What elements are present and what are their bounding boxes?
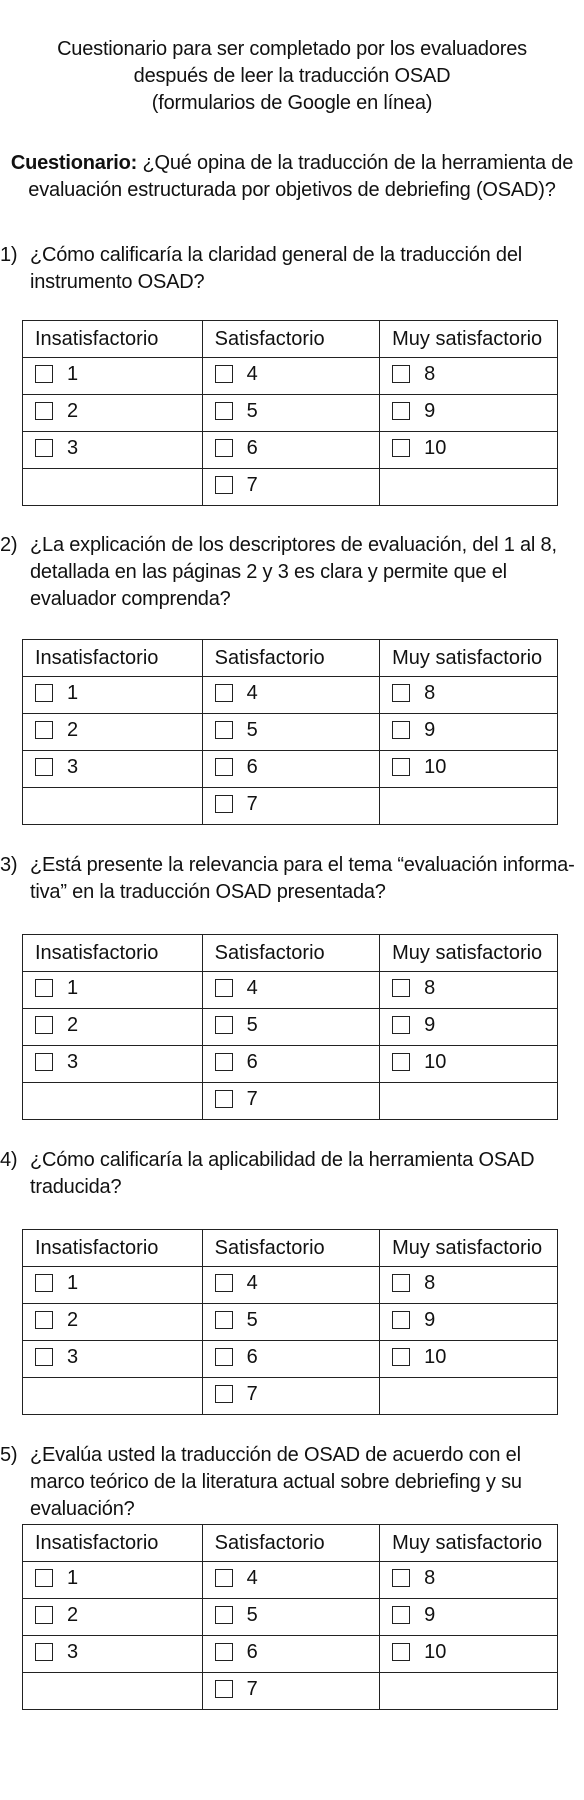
option-cell (202, 358, 380, 395)
option-label: 2 (67, 718, 79, 741)
checkbox[interactable] (215, 402, 233, 420)
option-label: 1 (67, 362, 79, 385)
rating-option[interactable] (215, 756, 258, 779)
column-header: Insatisfactorio (23, 321, 203, 358)
table-row (23, 1599, 558, 1636)
table-header-row (23, 640, 558, 677)
option-label: 9 (424, 1603, 436, 1626)
option-cell (23, 1267, 203, 1304)
rating-option[interactable] (215, 1309, 258, 1332)
checkbox[interactable] (392, 1569, 410, 1587)
rating-option[interactable] (392, 1604, 435, 1627)
checkbox[interactable] (35, 758, 53, 776)
rating-option[interactable] (215, 1051, 258, 1074)
option-cell (23, 432, 203, 469)
rating-option[interactable] (215, 1604, 258, 1627)
question-number: 1) (0, 244, 18, 266)
option-cell (380, 432, 558, 469)
column-header: Insatisfactorio (23, 640, 203, 677)
option-cell (380, 1636, 558, 1673)
checkbox[interactable] (215, 1311, 233, 1329)
rating-option[interactable] (392, 1309, 435, 1332)
checkbox[interactable] (35, 684, 53, 702)
table-row (23, 1304, 558, 1341)
checkbox[interactable] (215, 1274, 233, 1292)
option-label: 8 (424, 1566, 436, 1589)
option-cell (23, 358, 203, 395)
checkbox[interactable] (392, 758, 410, 776)
checkbox[interactable] (35, 439, 53, 457)
checkbox[interactable] (215, 795, 233, 813)
table-header-row (23, 935, 558, 972)
question-3 (0, 852, 584, 906)
table-row (23, 714, 558, 751)
question-1 (0, 242, 584, 296)
empty-cell (380, 469, 558, 506)
checkbox[interactable] (215, 1090, 233, 1108)
rating-option[interactable] (35, 719, 78, 742)
rating-option[interactable] (35, 1346, 78, 1369)
option-label: 6 (246, 755, 258, 778)
rating-table-4 (22, 1229, 558, 1415)
rating-option[interactable] (215, 793, 258, 816)
option-cell (202, 1009, 380, 1046)
option-cell (202, 1083, 380, 1120)
question-text: ¿La explicación de los descriptores de evaluación, del 1 al 8, detallada en las páginas 2 y 3 es clara y permite que el evaluador comprenda? (30, 534, 557, 610)
rating-option[interactable] (215, 1567, 258, 1590)
checkbox[interactable] (35, 365, 53, 383)
rating-option[interactable] (392, 1641, 446, 1664)
option-cell (202, 469, 380, 506)
checkbox[interactable] (215, 1569, 233, 1587)
option-label: 7 (246, 1382, 258, 1405)
rating-option[interactable] (215, 400, 258, 423)
column-header: Muy satisfactorio (380, 321, 558, 358)
option-cell (380, 1009, 558, 1046)
option-label: 5 (246, 399, 258, 422)
option-label: 10 (424, 1345, 447, 1368)
rating-option[interactable] (215, 682, 258, 705)
rating-option[interactable] (215, 719, 258, 742)
checkbox[interactable] (392, 1348, 410, 1366)
option-label: 10 (424, 1050, 447, 1073)
table-row (23, 1673, 558, 1710)
checkbox[interactable] (392, 1311, 410, 1329)
table-header-row (23, 321, 558, 358)
checkbox[interactable] (215, 439, 233, 457)
checkbox[interactable] (35, 1606, 53, 1624)
header-line-2: después de leer la traducción OSAD (133, 65, 451, 87)
question-4 (0, 1147, 584, 1201)
option-cell (23, 1304, 203, 1341)
table-row (23, 972, 558, 1009)
table-row (23, 1083, 558, 1120)
option-cell (380, 1046, 558, 1083)
table-header-row (23, 1230, 558, 1267)
empty-cell (380, 788, 558, 825)
option-label: 9 (424, 1308, 436, 1331)
rating-option[interactable] (215, 474, 258, 497)
table-row (23, 751, 558, 788)
option-cell (380, 395, 558, 432)
rating-option[interactable] (392, 1014, 435, 1037)
rating-option[interactable] (35, 1309, 78, 1332)
question-number: 4) (0, 1149, 18, 1171)
option-label: 5 (246, 1603, 258, 1626)
rating-table-1 (22, 320, 558, 506)
rating-option[interactable] (392, 1567, 435, 1590)
table-row (23, 1636, 558, 1673)
option-label: 8 (424, 976, 436, 999)
option-cell (23, 1636, 203, 1673)
rating-option[interactable] (215, 363, 258, 386)
question-number: 2) (0, 534, 18, 556)
column-header: Satisfactorio (202, 321, 380, 358)
rating-option[interactable] (215, 1383, 258, 1406)
checkbox[interactable] (392, 684, 410, 702)
option-cell (23, 1562, 203, 1599)
rating-option[interactable] (215, 977, 258, 1000)
table-row (23, 1267, 558, 1304)
intro-text-2: evaluación estructurada por objetivos de debriefing (OSAD)? (28, 179, 556, 201)
intro-text-1: ¿Qué opina de la traducción de la herramienta de (142, 152, 574, 174)
question-text: ¿Está presente la relevancia para el tema “evaluación informa-tiva” en la traducción OSAD presentada? (30, 854, 575, 903)
option-label: 6 (246, 1345, 258, 1368)
option-cell (380, 751, 558, 788)
checkbox[interactable] (392, 402, 410, 420)
option-label: 9 (424, 1013, 436, 1036)
table-row (23, 432, 558, 469)
option-label: 2 (67, 1603, 79, 1626)
option-label: 8 (424, 681, 436, 704)
option-label: 10 (424, 755, 447, 778)
empty-cell (23, 1378, 203, 1415)
rating-option[interactable] (392, 1272, 435, 1295)
empty-cell (23, 469, 203, 506)
checkbox[interactable] (215, 1643, 233, 1661)
questionnaire-intro (0, 150, 584, 204)
rating-option[interactable] (35, 437, 78, 460)
checkbox[interactable] (215, 476, 233, 494)
question-number: 5) (0, 1444, 18, 1466)
checkbox[interactable] (392, 1606, 410, 1624)
empty-cell (23, 1083, 203, 1120)
option-cell (202, 714, 380, 751)
checkbox[interactable] (392, 979, 410, 997)
rating-option[interactable] (392, 363, 435, 386)
checkbox[interactable] (392, 1053, 410, 1071)
checkbox[interactable] (35, 1348, 53, 1366)
option-cell (202, 432, 380, 469)
option-label: 2 (67, 1013, 79, 1036)
option-cell (202, 788, 380, 825)
option-cell (202, 1267, 380, 1304)
option-cell (23, 714, 203, 751)
option-cell (202, 1046, 380, 1083)
rating-option[interactable] (215, 1014, 258, 1037)
option-label: 1 (67, 1271, 79, 1294)
rating-option[interactable] (392, 1346, 446, 1369)
option-cell (380, 1341, 558, 1378)
rating-option[interactable] (215, 1346, 258, 1369)
option-cell (380, 972, 558, 1009)
column-header: Insatisfactorio (23, 1230, 203, 1267)
rating-table-2 (22, 639, 558, 825)
checkbox[interactable] (215, 1053, 233, 1071)
table-row (23, 1378, 558, 1415)
table-row (23, 358, 558, 395)
rating-option[interactable] (35, 756, 78, 779)
option-label: 3 (67, 755, 79, 778)
checkbox[interactable] (215, 979, 233, 997)
column-header: Muy satisfactorio (380, 935, 558, 972)
option-cell (380, 1562, 558, 1599)
checkbox[interactable] (35, 1274, 53, 1292)
column-header: Muy satisfactorio (380, 1525, 558, 1562)
column-header: Muy satisfactorio (380, 640, 558, 677)
option-label: 4 (246, 1271, 258, 1294)
table-row (23, 469, 558, 506)
option-cell (23, 1046, 203, 1083)
option-cell (202, 972, 380, 1009)
option-label: 9 (424, 399, 436, 422)
header-line-1: Cuestionario para ser completado por los evaluadores (57, 38, 527, 60)
table-row (23, 395, 558, 432)
rating-option[interactable] (392, 437, 446, 460)
empty-cell (23, 1673, 203, 1710)
intro-line-1 (0, 150, 584, 177)
rating-table-5 (22, 1524, 558, 1710)
checkbox[interactable] (215, 1016, 233, 1034)
question-number: 3) (0, 854, 18, 876)
option-label: 9 (424, 718, 436, 741)
option-cell (380, 1304, 558, 1341)
checkbox[interactable] (215, 758, 233, 776)
option-label: 3 (67, 1640, 79, 1663)
option-label: 2 (67, 399, 79, 422)
option-label: 7 (246, 1677, 258, 1700)
checkbox[interactable] (35, 1643, 53, 1661)
rating-option[interactable] (35, 363, 78, 386)
option-cell (23, 1009, 203, 1046)
option-cell (202, 751, 380, 788)
intro-label: Cuestionario: (10, 152, 138, 174)
option-label: 4 (246, 976, 258, 999)
option-label: 8 (424, 362, 436, 385)
option-cell (202, 1636, 380, 1673)
option-cell (23, 751, 203, 788)
checkbox[interactable] (35, 1016, 53, 1034)
option-label: 5 (246, 1308, 258, 1331)
empty-cell (23, 788, 203, 825)
question-text: ¿Cómo calificaría la claridad general de la traducción del instrumento OSAD? (30, 244, 522, 293)
option-cell (23, 1341, 203, 1378)
question-text: ¿Cómo calificaría la aplicabilidad de la herramienta OSAD traducida? (30, 1149, 535, 1198)
question-2 (0, 532, 584, 613)
option-cell (23, 395, 203, 432)
rating-option[interactable] (392, 682, 435, 705)
rating-option[interactable] (392, 400, 435, 423)
option-cell (23, 972, 203, 1009)
rating-option[interactable] (35, 1272, 78, 1295)
checkbox[interactable] (35, 1569, 53, 1587)
empty-cell (380, 1378, 558, 1415)
option-label: 4 (246, 1566, 258, 1589)
checkbox[interactable] (215, 684, 233, 702)
option-cell (202, 1341, 380, 1378)
rating-option[interactable] (35, 1604, 78, 1627)
option-label: 7 (246, 473, 258, 496)
table-row (23, 1562, 558, 1599)
checkbox[interactable] (392, 721, 410, 739)
option-label: 3 (67, 436, 79, 459)
option-label: 3 (67, 1050, 79, 1073)
rating-option[interactable] (35, 1641, 78, 1664)
option-cell (380, 358, 558, 395)
question-5 (0, 1442, 584, 1523)
column-header: Satisfactorio (202, 1525, 380, 1562)
checkbox[interactable] (215, 721, 233, 739)
option-cell (202, 1562, 380, 1599)
column-header: Insatisfactorio (23, 1525, 203, 1562)
checkbox[interactable] (392, 1643, 410, 1661)
option-cell (202, 1378, 380, 1415)
rating-option[interactable] (392, 719, 435, 742)
checkbox[interactable] (35, 1053, 53, 1071)
option-label: 6 (246, 436, 258, 459)
empty-cell (380, 1673, 558, 1710)
rating-option[interactable] (215, 1272, 258, 1295)
option-label: 5 (246, 1013, 258, 1036)
option-cell (23, 1599, 203, 1636)
table-row (23, 1009, 558, 1046)
header-line-3: (formularios de Google en línea) (151, 92, 433, 114)
checkbox[interactable] (215, 365, 233, 383)
rating-option[interactable] (392, 1051, 446, 1074)
rating-option[interactable] (35, 1014, 78, 1037)
option-label: 10 (424, 1640, 447, 1663)
checkbox[interactable] (215, 1606, 233, 1624)
checkbox[interactable] (35, 721, 53, 739)
checkbox[interactable] (35, 979, 53, 997)
rating-option[interactable] (215, 437, 258, 460)
questionnaire-header (0, 36, 584, 117)
option-cell (202, 1673, 380, 1710)
option-label: 7 (246, 792, 258, 815)
rating-option[interactable] (35, 977, 78, 1000)
option-cell (202, 395, 380, 432)
checkbox[interactable] (35, 402, 53, 420)
checkbox[interactable] (215, 1385, 233, 1403)
table-row (23, 677, 558, 714)
rating-option[interactable] (392, 756, 446, 779)
table-row (23, 1341, 558, 1378)
option-label: 1 (67, 976, 79, 999)
option-label: 6 (246, 1050, 258, 1073)
table-header-row (23, 1525, 558, 1562)
checkbox[interactable] (392, 1274, 410, 1292)
checkbox[interactable] (392, 365, 410, 383)
option-label: 4 (246, 362, 258, 385)
option-cell (202, 1304, 380, 1341)
option-cell (23, 677, 203, 714)
rating-option[interactable] (215, 1641, 258, 1664)
option-cell (202, 1599, 380, 1636)
column-header: Insatisfactorio (23, 935, 203, 972)
column-header: Muy satisfactorio (380, 1230, 558, 1267)
rating-option[interactable] (392, 977, 435, 1000)
rating-option[interactable] (215, 1678, 258, 1701)
column-header: Satisfactorio (202, 1230, 380, 1267)
rating-option[interactable] (35, 1567, 78, 1590)
option-cell (202, 677, 380, 714)
column-header: Satisfactorio (202, 935, 380, 972)
rating-option[interactable] (35, 1051, 78, 1074)
option-label: 4 (246, 681, 258, 704)
option-label: 7 (246, 1087, 258, 1110)
column-header: Satisfactorio (202, 640, 380, 677)
option-label: 5 (246, 718, 258, 741)
rating-option[interactable] (35, 400, 78, 423)
checkbox[interactable] (215, 1680, 233, 1698)
option-label: 2 (67, 1308, 79, 1331)
rating-option[interactable] (35, 682, 78, 705)
option-label: 1 (67, 1566, 79, 1589)
option-cell (380, 714, 558, 751)
option-label: 8 (424, 1271, 436, 1294)
rating-table-3 (22, 934, 558, 1120)
question-text: ¿Evalúa usted la traducción de OSAD de acuerdo con el marco teórico de la literatura actual sobre debriefing y su evaluación? (30, 1444, 522, 1520)
option-label: 10 (424, 436, 447, 459)
option-label: 6 (246, 1640, 258, 1663)
rating-option[interactable] (215, 1088, 258, 1111)
checkbox[interactable] (392, 1016, 410, 1034)
option-label: 1 (67, 681, 79, 704)
option-cell (380, 1599, 558, 1636)
option-label: 3 (67, 1345, 79, 1368)
table-row (23, 1046, 558, 1083)
empty-cell (380, 1083, 558, 1120)
table-row (23, 788, 558, 825)
option-cell (380, 1267, 558, 1304)
checkbox[interactable] (392, 439, 410, 457)
checkbox[interactable] (35, 1311, 53, 1329)
option-cell (380, 677, 558, 714)
checkbox[interactable] (215, 1348, 233, 1366)
